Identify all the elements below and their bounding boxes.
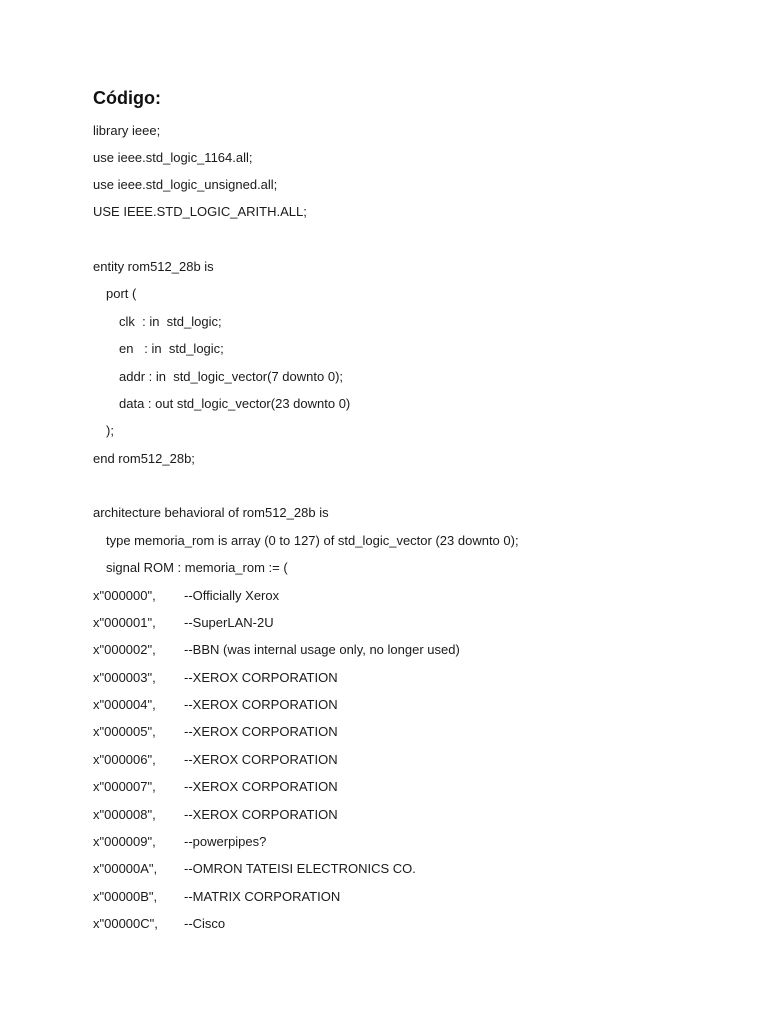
rom-entry-hex: x"000009", bbox=[93, 834, 156, 849]
rom-entry-comment: --Officially Xerox bbox=[184, 588, 280, 603]
rom-entry-comment: --XEROX CORPORATION bbox=[184, 807, 338, 822]
code-line-port-open: port ( bbox=[106, 286, 137, 301]
rom-entry-hex: x"000003", bbox=[93, 670, 156, 685]
rom-entry-hex: x"000006", bbox=[93, 752, 156, 767]
rom-entry-comment: --MATRIX CORPORATION bbox=[184, 889, 341, 904]
code-line-port-clk: clk : in std_logic; bbox=[119, 314, 222, 329]
rom-entry-hex: x"000004", bbox=[93, 697, 156, 712]
rom-entry-hex: x"000001", bbox=[93, 615, 156, 630]
rom-entry-comment: --XEROX CORPORATION bbox=[184, 724, 338, 739]
code-line-port-en: en : in std_logic; bbox=[119, 341, 224, 356]
document-heading: Código: bbox=[93, 88, 161, 108]
rom-entry-comment: --BBN (was internal usage only, no longer used) bbox=[184, 642, 460, 657]
rom-entry-hex: x"00000A", bbox=[93, 861, 158, 876]
rom-entry-hex: x"000008", bbox=[93, 807, 156, 822]
rom-entry-hex: x"000005", bbox=[93, 724, 156, 739]
rom-entry-hex: x"00000C", bbox=[93, 916, 158, 931]
code-line-entity: entity rom512_28b is bbox=[93, 259, 214, 274]
code-line-port-data: data : out std_logic_vector(23 downto 0) bbox=[119, 396, 351, 411]
rom-entry-hex: x"000000", bbox=[93, 588, 156, 603]
code-line-port-addr: addr : in std_logic_vector(7 downto 0); bbox=[119, 369, 344, 384]
rom-entry-comment: --OMRON TATEISI ELECTRONICS CO. bbox=[184, 861, 416, 876]
rom-entry-comment: --XEROX CORPORATION bbox=[184, 752, 338, 767]
rom-entry-comment: --XEROX CORPORATION bbox=[184, 697, 338, 712]
rom-entry-comment: --XEROX CORPORATION bbox=[184, 779, 338, 794]
code-line-end-entity: end rom512_28b; bbox=[93, 451, 195, 466]
rom-entry-comment: --XEROX CORPORATION bbox=[184, 670, 338, 685]
rom-entry-hex: x"000002", bbox=[93, 642, 156, 657]
code-line-library: library ieee; bbox=[93, 123, 161, 138]
code-line-use-arith: USE IEEE.STD_LOGIC_ARITH.ALL; bbox=[93, 204, 307, 219]
rom-entry-hex: x"000007", bbox=[93, 779, 156, 794]
code-line-use-unsigned: use ieee.std_logic_unsigned.all; bbox=[93, 177, 278, 192]
code-line-port-close: ); bbox=[106, 423, 114, 438]
code-line-type-decl: type memoria_rom is array (0 to 127) of std_logic_vector (23 downto 0); bbox=[106, 533, 519, 548]
rom-entry-comment: --powerpipes? bbox=[184, 834, 267, 849]
code-line-signal-decl: signal ROM : memoria_rom := ( bbox=[106, 560, 288, 575]
code-line-architecture: architecture behavioral of rom512_28b is bbox=[93, 505, 329, 520]
rom-entry-comment: --SuperLAN-2U bbox=[184, 615, 274, 630]
rom-entry-hex: x"00000B", bbox=[93, 889, 158, 904]
code-line-use-1164: use ieee.std_logic_1164.all; bbox=[93, 150, 253, 165]
rom-entry-comment: --Cisco bbox=[184, 916, 226, 931]
